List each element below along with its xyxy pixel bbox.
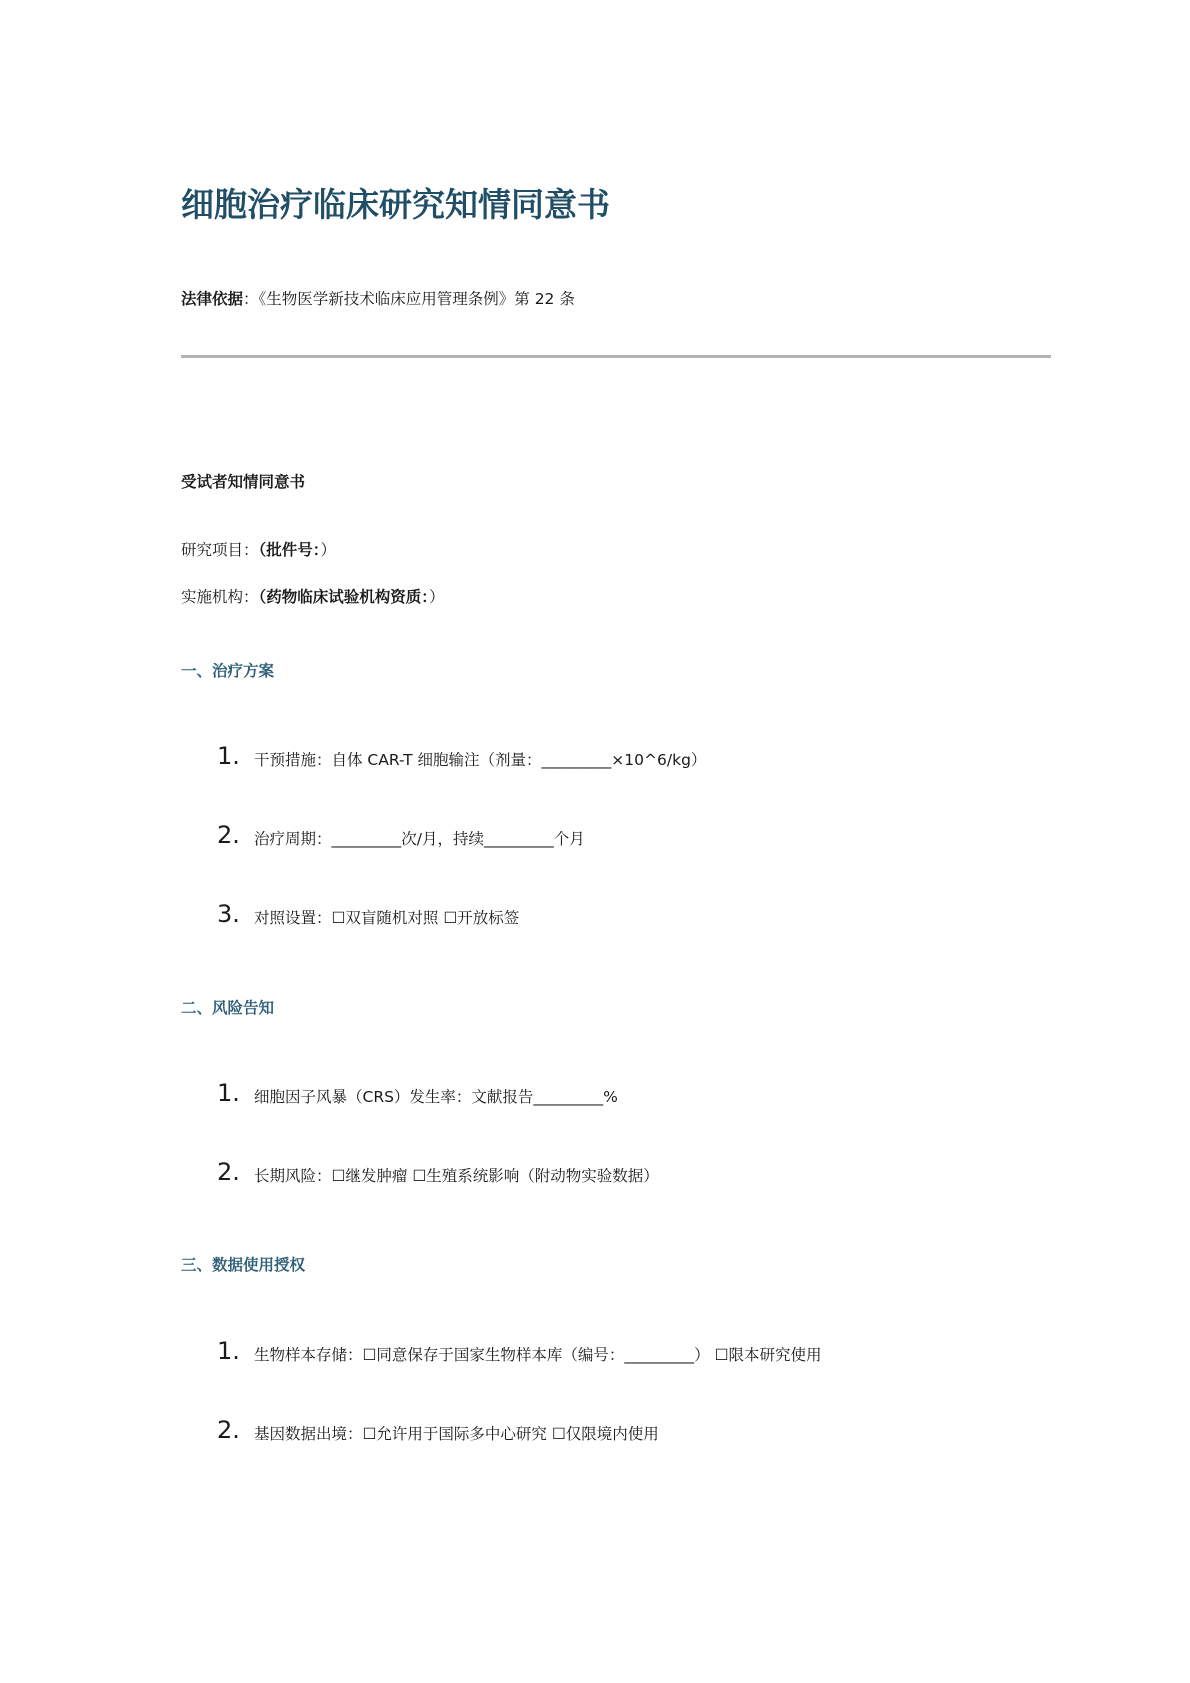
- section-heading-data-authorization: 三、数据使用授权: [181, 1256, 306, 1274]
- research-project-end: ）: [320, 541, 337, 559]
- institution-end: ）: [429, 588, 445, 606]
- list-item-text: 基因数据出境：☐允许用于国际多中心研究 ☐仅限境内使用: [254, 1425, 659, 1443]
- institution-qualification-label: （药物临床试验机构资质：: [258, 588, 430, 606]
- institution-line: [181, 586, 445, 608]
- list-item-text: 治疗周期：_________次/月，持续_________个月: [254, 830, 585, 848]
- list-item-number: 2.: [217, 1158, 240, 1186]
- legal-basis-text: ：《生物医学新技术临床应用管理条例》第 22 条: [243, 290, 575, 308]
- list-item-number: 2.: [217, 1416, 240, 1444]
- list-item-text: 干预措施：自体 CAR-T 细胞输注（剂量：_________×10^6/kg）: [254, 751, 707, 769]
- list-item-number: 1.: [217, 1079, 240, 1107]
- research-project-label: 研究项目：: [181, 541, 259, 559]
- list-item-number: 1.: [217, 1337, 240, 1365]
- list-item-text: 生物样本存储：☐同意保存于国家生物样本库（编号：_________） ☐限本研究使用: [254, 1346, 822, 1364]
- list-item-text: 细胞因子风暴（CRS）发生率：文献报告_________%: [254, 1088, 618, 1106]
- list-item-text: 对照设置：☐双盲随机对照 ☐开放标签: [254, 909, 520, 927]
- consent-subtitle: 受试者知情同意书: [181, 473, 306, 491]
- list-item-number: 1.: [217, 742, 240, 770]
- list-item-number: 3.: [217, 900, 240, 928]
- document-title: 细胞治疗临床研究知情同意书: [181, 185, 610, 224]
- horizontal-divider: [181, 355, 1051, 358]
- section-heading-risk: 二、风险告知: [181, 999, 275, 1017]
- legal-basis: [181, 288, 575, 310]
- section-heading-treatment: 一、治疗方案: [181, 662, 275, 680]
- legal-basis-label: 法律依据: [181, 290, 244, 308]
- institution-label: 实施机构：: [181, 588, 259, 606]
- list-item-text: 长期风险：☐继发肿瘤 ☐生殖系统影响（附动物实验数据）: [254, 1167, 659, 1185]
- research-project-line: [181, 539, 336, 561]
- list-item-number: 2.: [217, 821, 240, 849]
- approval-number-label: （批件号：: [258, 541, 321, 559]
